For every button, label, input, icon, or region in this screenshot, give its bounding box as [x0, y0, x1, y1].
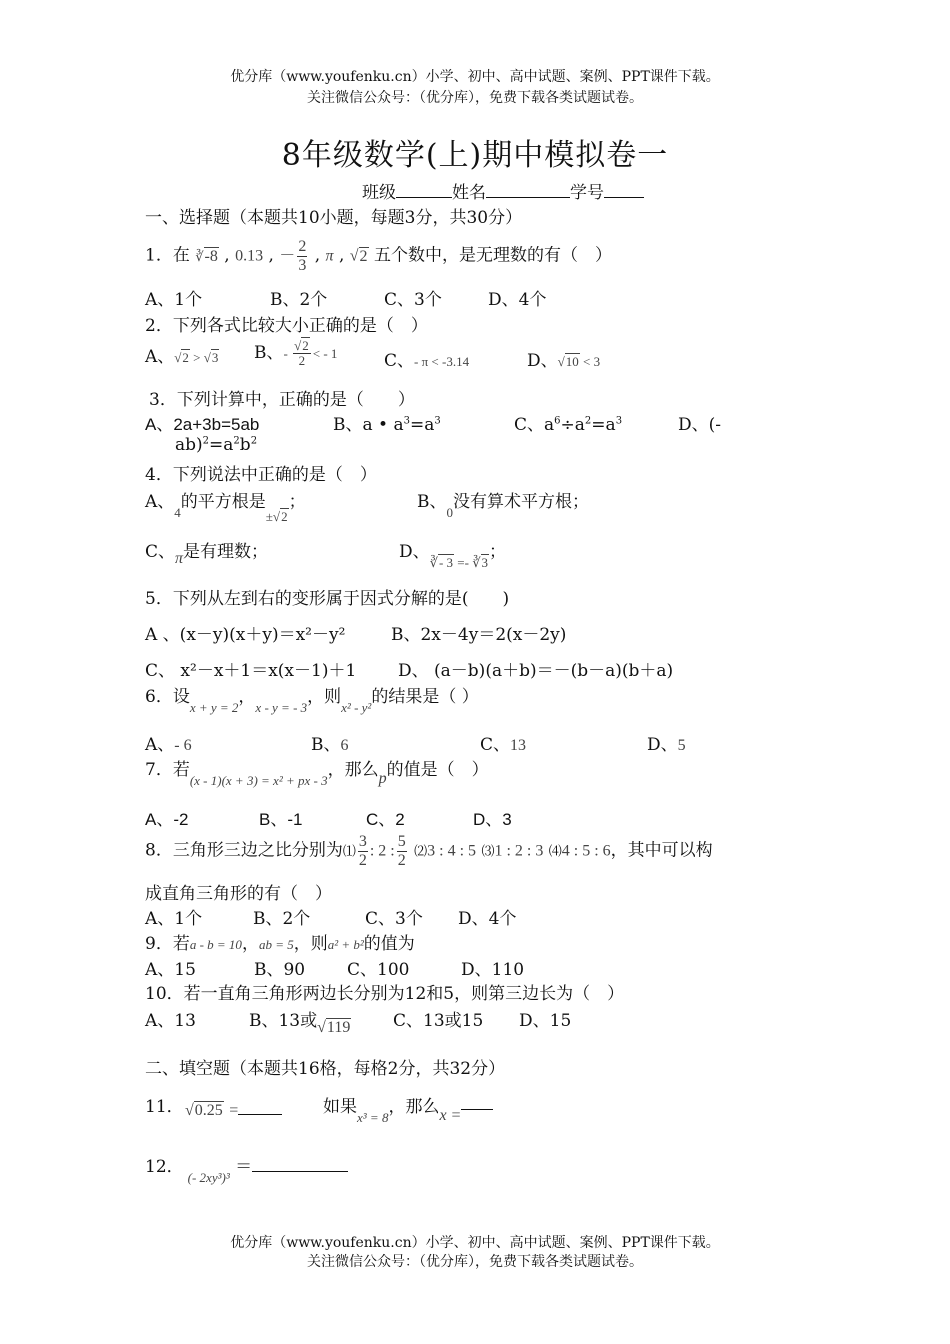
question-3: 3．下列计算中，正确的是（ ） — [149, 390, 415, 410]
q3-option-c[interactable]: C、$a^6\div a^2=a^3$ — [514, 415, 623, 435]
page-title: 8年级数学(上)期中模拟卷一 — [281, 138, 669, 173]
q7-option-a[interactable]: A、-2 — [145, 810, 189, 829]
question-12: 12．$_{(- 2xy^3)^3}$ ＝ — [145, 1152, 348, 1177]
q1-option-c[interactable]: C、3个 — [384, 290, 442, 310]
question-11: 11． — [145, 1097, 184, 1117]
q1-option-a[interactable]: A、1个 — [145, 290, 203, 310]
q3-option-a[interactable]: A、2a+3b=5ab — [145, 415, 260, 434]
q1-decimal: 0.13 — [235, 247, 264, 265]
footer-line-2: 关注微信公众号：（优分库），免费下载各类试题试卷。 — [307, 1254, 643, 1270]
name-label: 姓名 — [452, 183, 486, 203]
q1-option-d[interactable]: D、4个 — [488, 290, 547, 310]
q9-option-b[interactable]: B、90 — [254, 960, 306, 980]
q12-blank[interactable] — [252, 1157, 348, 1172]
q3-option-d-cont: $ab)^2=a^2b^2$ — [175, 435, 258, 455]
q9-option-c[interactable]: C、100 — [347, 960, 410, 980]
q1-tail: 五个数中，是无理数的有（ ） — [373, 245, 612, 266]
question-7: 7．若$_{(x - 1)(x + 3) = x^2 + px - 3}$，那么p的值是（ ） — [145, 760, 489, 788]
q4-option-a[interactable]: A、$_4$的平方根是$_{\pm√2}$； — [145, 492, 306, 524]
question-9: 9．若a - b = 10，ab = 5，则a² + b²的值为 — [145, 934, 415, 954]
q1-option-b[interactable]: B、2个 — [270, 290, 328, 310]
q10-option-d[interactable]: D、15 — [519, 1011, 572, 1031]
question-4: 4．下列说法中正确的是（ ） — [145, 465, 377, 485]
q4-option-b[interactable]: B、$_0$没有算术平方根； — [417, 492, 589, 520]
q8-option-b[interactable]: B、2个 — [253, 909, 311, 929]
q2-option-a[interactable]: A、√2 > √3 — [145, 347, 219, 367]
q2-option-d[interactable]: D、√10 < 3 — [527, 351, 601, 371]
id-blank[interactable] — [604, 183, 644, 198]
q4-option-c[interactable]: C、π是有理数； — [145, 542, 269, 567]
q11-blank-2[interactable] — [461, 1095, 493, 1110]
class-label: 班级 — [362, 183, 396, 203]
student-info-line — [362, 178, 644, 203]
q7-option-c[interactable]: C、2 — [366, 810, 405, 829]
q4-option-d[interactable]: D、$_{∛- 3 =- ∛3}$； — [399, 542, 506, 570]
header-line-2: 关注微信公众号：（优分库），免费下载各类试题试卷。 — [307, 90, 643, 106]
name-blank[interactable] — [486, 183, 570, 198]
q1-cuberoot: ∛-8 — [195, 247, 218, 265]
question-5: 5．下列从左到右的变形属于因式分解的是( ) — [145, 589, 510, 609]
q10-option-a[interactable]: A、13 — [145, 1011, 196, 1031]
q8-option-a[interactable]: A、1个 — [145, 909, 203, 929]
section-2-heading: 二、填空题（本题共16格，每格2分，共32分） — [145, 1059, 506, 1079]
q5-option-c[interactable]: C、 x²－x＋1＝x(x－1)＋1 — [145, 661, 357, 681]
header-line-1: 优分库（www.youfenku.cn）小学、初中、高中试题、案例、PPT课件下载。 — [230, 69, 720, 85]
q8-line-2: 成直角三角形的有（ ） — [145, 884, 332, 904]
class-blank[interactable] — [396, 183, 452, 198]
q9-option-d[interactable]: D、110 — [461, 960, 525, 980]
q5-option-d[interactable]: D、 (a－b)(a＋b)＝－(b－a)(b＋a) — [398, 661, 674, 681]
q8-option-c[interactable]: C、3个 — [365, 909, 423, 929]
section-1-heading: 一、选择题（本题共10小题，每题3分，共30分） — [145, 208, 523, 228]
q11-part-1: √0.25 = — [185, 1100, 282, 1120]
q6-option-a[interactable]: A、- 6 — [145, 735, 192, 755]
q2-option-c[interactable]: C、- π < -3.14 — [384, 351, 470, 371]
question-1: 1．在 ∛-8 , 0.13 , － $\frac{2}{3}$ , π , √2 五个数中，是无理数的有（ ） — [145, 238, 612, 274]
q5-option-b[interactable]: B、2x－4y＝2(x－2y) — [391, 625, 567, 645]
q8-option-d[interactable]: D、4个 — [458, 909, 517, 929]
q11-blank-1[interactable] — [238, 1100, 282, 1115]
question-2: 2．下列各式比较大小正确的是（ ） — [145, 316, 428, 336]
question-10: 10．若一直角三角形两边长分别为12和5，则第三边长为（ ） — [145, 984, 625, 1004]
q3-option-b[interactable]: B、a • $a^3=a^3$ — [333, 415, 441, 435]
q6-option-d[interactable]: D、5 — [647, 735, 686, 755]
q6-option-b[interactable]: B、6 — [311, 735, 349, 755]
q10-option-b[interactable]: B、13或√119 — [249, 1011, 351, 1036]
q1-pi: π — [325, 247, 334, 265]
question-6: 6．设$_{x + y = 2}$，$_{x - y = - 3}$，则$_{x^2 - y^2}$的结果是（ ） — [145, 687, 479, 715]
q1-sqrt: √2 — [349, 247, 368, 265]
q5-option-a[interactable]: A 、(x－y)(x＋y)＝x²－y² — [145, 625, 346, 645]
q9-option-a[interactable]: A、15 — [145, 960, 196, 980]
q3-option-d[interactable]: D、(- — [678, 415, 722, 435]
q7-option-d[interactable]: D、3 — [473, 810, 512, 829]
q1-number: 1．在 — [145, 245, 190, 266]
q10-option-c[interactable]: C、13或15 — [393, 1011, 484, 1031]
question-8: 8．三角形三边之比分别为⑴ $\frac{3}{2}$ : 2 : $\frac{5}{2}$ ⑵3 : 4 : 5 ⑶1 : 2 : 3 ⑷4 : 5 : 6，其中可以构 — [145, 833, 713, 869]
q1-fraction: $\frac{2}{3}$ — [298, 238, 307, 274]
q6-option-c[interactable]: C、13 — [480, 735, 527, 755]
footer-line-1: 优分库（www.youfenku.cn）小学、初中、高中试题、案例、PPT课件下载。 — [230, 1235, 720, 1251]
q2-option-b[interactable]: B、- $\frac{√2}{2}$ < - 1 — [254, 337, 338, 368]
q11-part-2: 如果$_{x^3 = 8}$，那么x = — [323, 1092, 493, 1117]
id-label: 学号 — [570, 183, 604, 203]
q7-option-b[interactable]: B、-1 — [259, 810, 303, 829]
